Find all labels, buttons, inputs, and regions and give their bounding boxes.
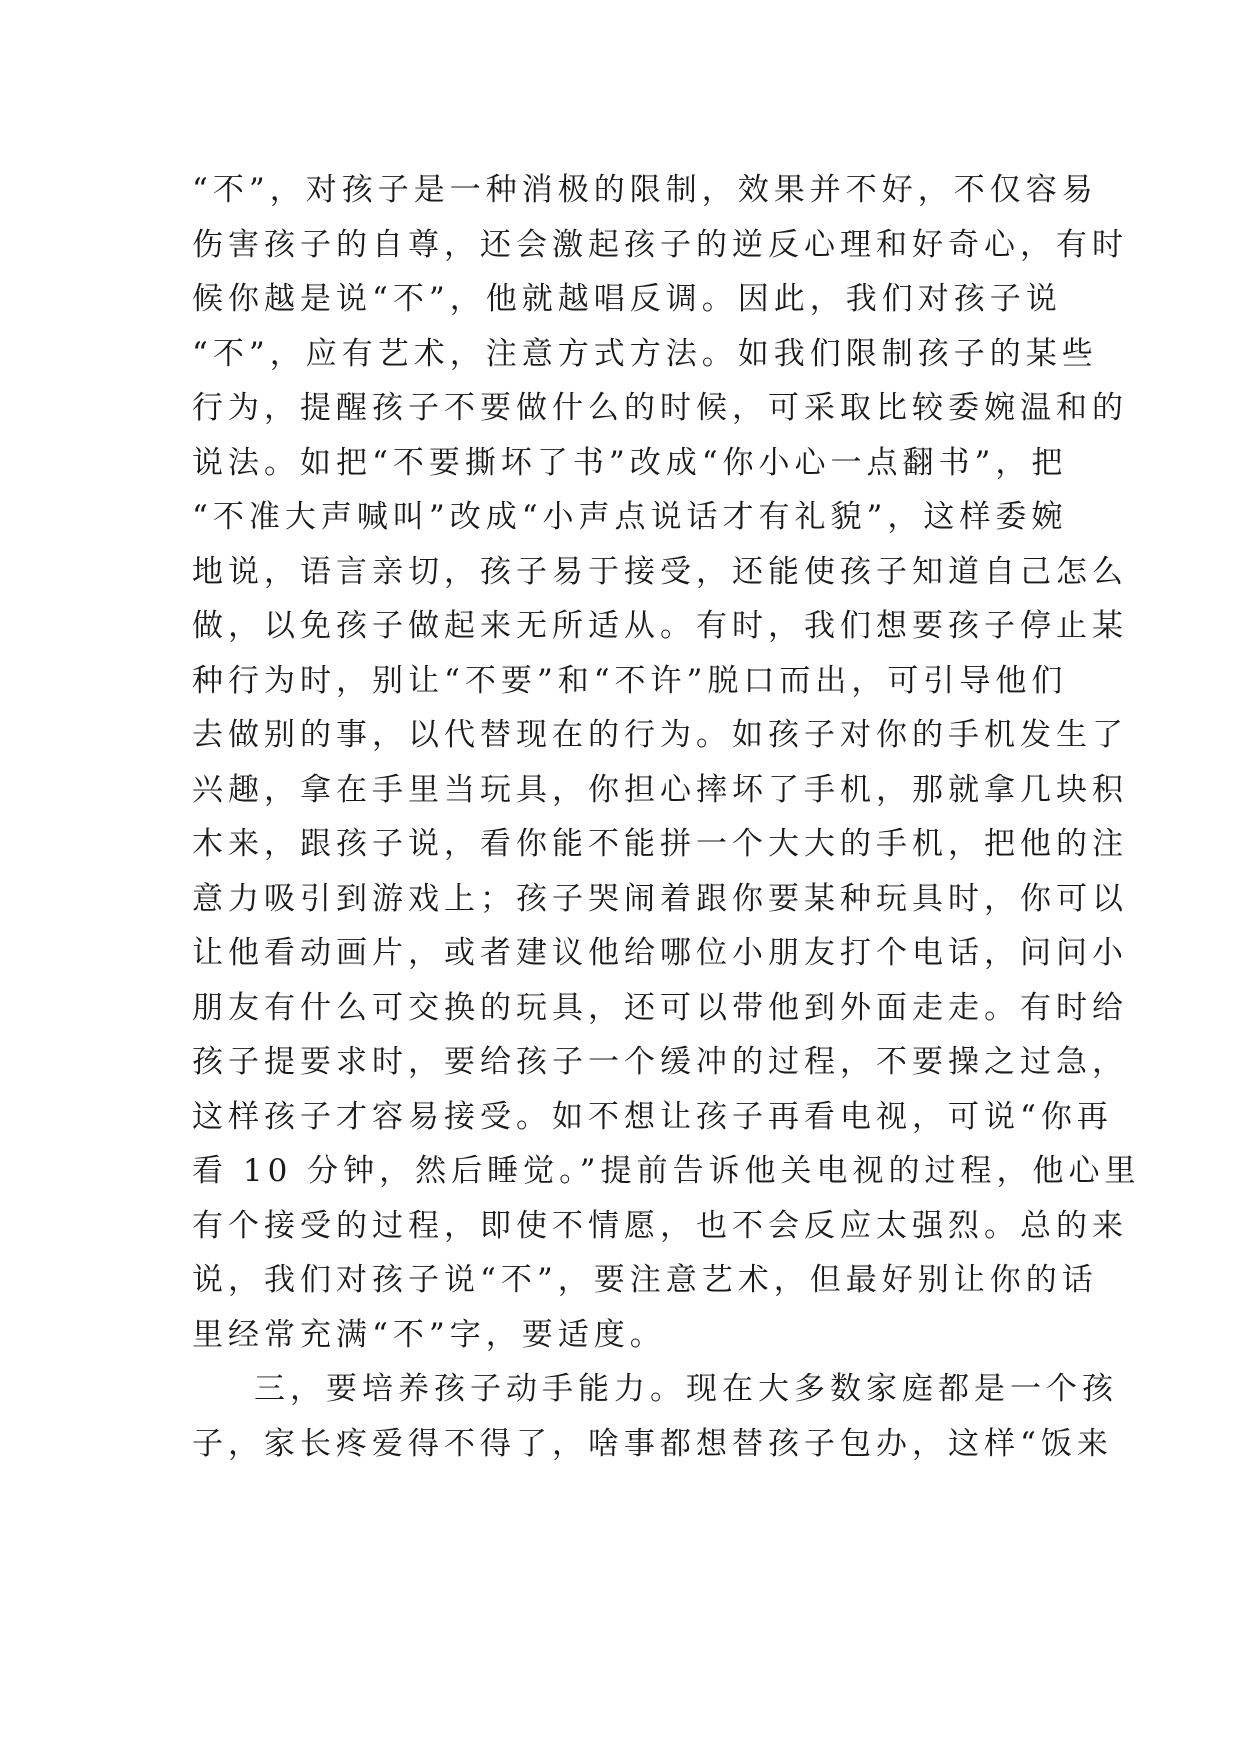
text-line: 种行为时，别让“不要”和“不许”脱口而出，可引导他们 (192, 662, 1068, 699)
text-line: 伤害孩子的自尊，还会激起孩子的逆反心理和好奇心，有时 (192, 226, 1128, 263)
text-line: 意力吸引到游戏上；孩子哭闹着跟你要某种玩具时，你可以 (192, 880, 1128, 917)
paragraph-2 (192, 1362, 1118, 1471)
text-line: 候你越是说“不”，他就越唱反调。因此，我们对孩子说 (192, 281, 1062, 317)
text-line: 三，要培养孩子动手能力。现在大多数家庭都是一个孩 (254, 1371, 1118, 1407)
text-line: 子，家长疼爱得不得了，啥事都想替孩子包办，这样“饭来 (192, 1425, 1113, 1462)
text-line: 有个接受的过程，即使不情愿，也不会反应太强烈。总的来 (192, 1207, 1128, 1244)
text-line: 看 10 分钟，然后睡觉。”提前告诉他关电视的过程，他心里 (192, 1153, 1141, 1189)
text-line: “不”，对孩子是一种消极的限制，效果并不好，不仅容易 (192, 172, 1098, 208)
text-line: 木来，跟孩子说，看你能不能拼一个大大的手机，把他的注 (192, 826, 1128, 862)
text-line: 地说，语言亲切，孩子易于接受，还能使孩子知道自己怎么 (192, 553, 1128, 590)
text-line: 让他看动画片，或者建议他给哪位小朋友打个电话，问问小 (192, 935, 1128, 971)
paragraph-1 (192, 163, 1141, 1362)
text-line: 去做别的事，以代替现在的行为。如孩子对你的手机发生了 (192, 717, 1128, 753)
text-line: 说法。如把“不要撕坏了书”改成“你小心一点翻书”，把 (192, 444, 1068, 481)
text-line: 行为，提醒孩子不要做什么的时候，可采取比较委婉温和的 (192, 390, 1128, 426)
text-line: 里经常充满“不”字，要适度。 (192, 1316, 666, 1353)
text-line: 朋友有什么可交换的玩具，还可以带他到外面走走。有时给 (192, 989, 1128, 1026)
text-line: “不”，应有艺术，注意方式方法。如我们限制孩子的某些 (192, 335, 1098, 372)
text-line: 说，我们对孩子说“不”，要注意艺术，但最好别让你的话 (192, 1262, 1098, 1298)
text-line: 做，以免孩子做起来无所适从。有时，我们想要孩子停止某 (192, 608, 1128, 644)
text-line: 兴趣，拿在手里当玩具，你担心摔坏了手机，那就拿几块积 (192, 771, 1128, 808)
text-line: 孩子提要求时，要给孩子一个缓冲的过程，不要操之过急， (192, 1044, 1128, 1080)
text-line: “不准大声喊叫”改成“小声点说话才有礼貌”，这样委婉 (192, 499, 1068, 535)
text-line: 这样孩子才容易接受。如不想让孩子再看电视，可说“你再 (192, 1098, 1113, 1135)
body-text (192, 163, 1141, 1471)
